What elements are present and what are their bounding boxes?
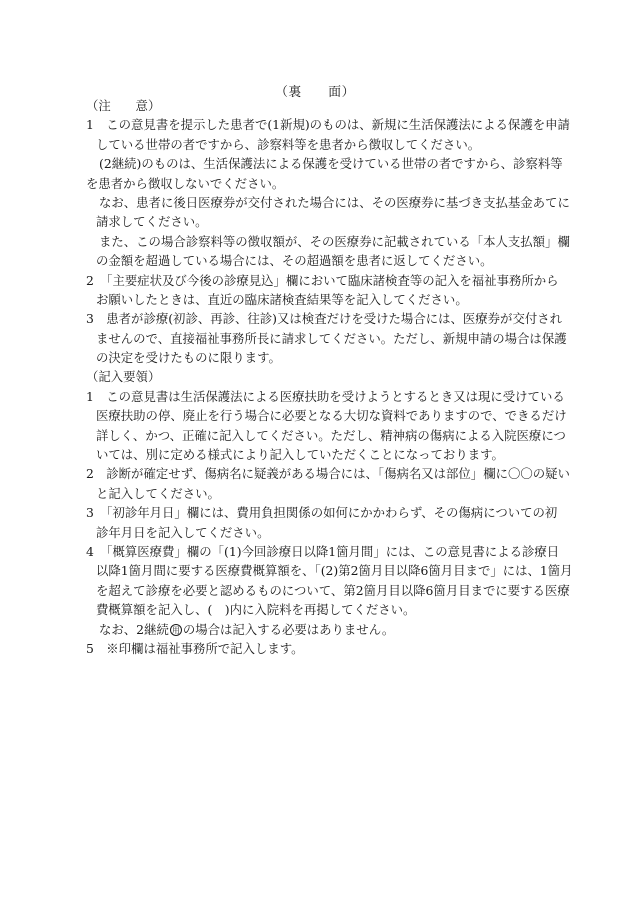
instr-4-line-5-a: なお、2継続	[99, 621, 169, 637]
note-1-line-4: を患者から徴収しないでください。	[86, 175, 285, 191]
note-1-line-3: (2継続)のものは、生活保護法による保護を受けている世帯の者ですから、診察料等	[99, 156, 563, 172]
instr-4-line-3: を超えて診療を必要と認めるものについて、第2箇月目以降6箇月目までに要する医療	[96, 582, 570, 598]
instr-1-line-4: いては、別に定める様式により記入していただくことになっております。	[96, 447, 504, 463]
note-1-line-7: また、この場合診察料等の徴収額が、その医療券に記載されている「本人支払額」欄	[99, 233, 570, 249]
document-body	[86, 96, 573, 658]
instr-1-line-1: 1 この意見書は生活保護法による医療扶助を受けようとするとき又は現に受けている	[86, 388, 565, 404]
instr-4-line-5	[86, 620, 552, 639]
instr-2-line-1: 2 診断が確定せず、傷病名に疑義がある場合には、「傷病名又は部位」欄に〇〇の疑い	[86, 466, 570, 482]
note-2-line-2: お願いしたときは、直近の臨床諸検査結果等を記入してください。	[96, 291, 468, 307]
note-3-line-1: 3 患者が診療(初診、再診、往診)又は検査だけを受けた場合には、医療券が交付され	[86, 311, 563, 327]
page-title: （裏 面）	[275, 85, 355, 100]
circled-yo-mark: 用	[171, 626, 180, 636]
notes-heading: （注 意）	[86, 98, 161, 113]
instr-1-line-3: 詳しく、かつ、正確に記入してください。ただし、精神病の傷病による入院医療につ	[96, 427, 566, 443]
instr-5-line-1: 5 ※印欄は福祉事務所で記入します。	[86, 640, 304, 656]
instr-1-line-2: 医療扶助の停、廃止を行う場合に必要となる大切な資料でありますので、できるだけ	[96, 408, 567, 424]
note-1-line-8: の金額を超過している場合には、その超過額を患者に返してください。	[96, 253, 493, 269]
note-1-line-1: 1 この意見書を提示した患者で(1新規)のものは、新規に生活保護法による保護を申請	[86, 117, 570, 133]
instr-4-line-4: 費概算額を記入し、( )内に入院料を再掲してください。	[96, 602, 416, 618]
note-3-line-2: ませんので、直接福祉事務所長に請求してください。ただし、新規申請の場合は保護	[96, 330, 567, 346]
instr-3-line-2: 診年月日を記入してください。	[96, 524, 270, 540]
instr-2-line-2: と記入してください。	[96, 485, 220, 501]
note-2-line-1: 2 「主要症状及び今後の診療見込」欄において臨床諸検査等の記入を福祉事務所から	[86, 272, 559, 288]
instr-3-line-1: 3 「初診年月日」欄には、費用負担関係の如何にかかわらず、その傷病についての初	[86, 505, 558, 521]
note-1-line-2: している世帯の者ですから、診察料等を患者から徴収してください。	[96, 136, 481, 152]
instr-4-line-2: 以降1箇月間に要する医療費概算額を、「(2)第2箇月目以降6箇月目まで」には、1箇月	[96, 563, 573, 579]
note-1-line-6: 請求してください。	[96, 214, 208, 230]
instr-4-line-5-b: の場合は記入する必要はありません。	[182, 621, 395, 637]
note-3-line-3: の決定を受けたものに限ります。	[96, 350, 281, 366]
instructions-heading: （記入要領）	[86, 369, 161, 385]
instr-4-line-1: 4 「概算医療費」欄の「(1)今回診療日以降1箇月間」には、この意見書による診療日	[86, 543, 560, 559]
note-1-line-5: なお、患者に後日医療券が交付された場合には、その医療券に基づき支払基金あてに	[99, 194, 570, 210]
